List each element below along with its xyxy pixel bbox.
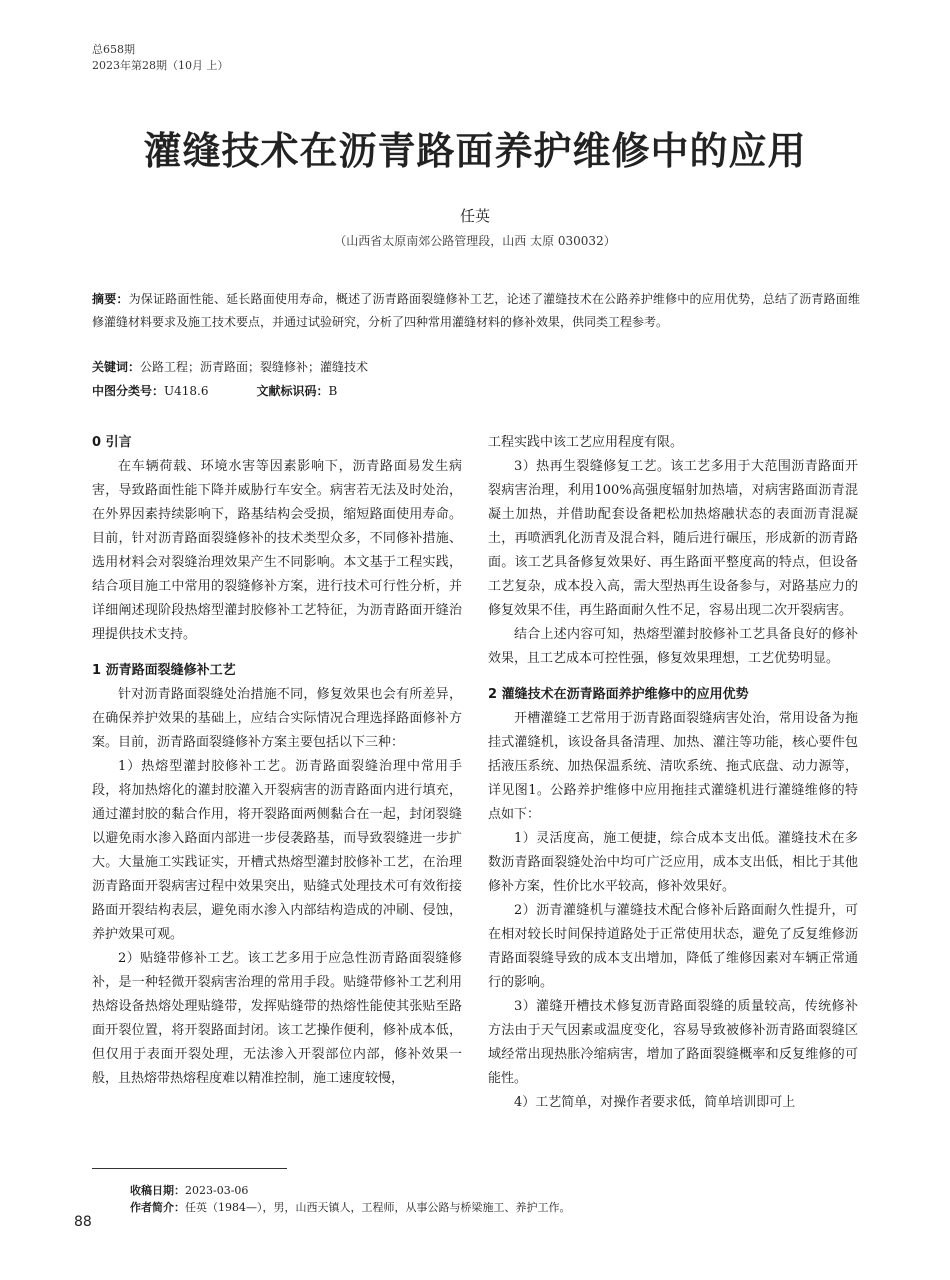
paragraph: 在车辆荷载、环境水害等因素影响下，沥青路面易发生病害，导致路面性能下降并威胁行车安全。病害若无法及时处治，在外界因素持续影响下，路基结构会受损，缩短路面使用寿命。目前，针对沥青路面裂缝修补的技术类型众多，不同修补措施、选用材料会对裂缝治理效果产生不同影响。本文基于工程实践，结合项目施工中常用的裂缝修补方案，进行技术可行性分析，并详细阐述现阶段热熔型灌封胶修补工艺特征，为沥青路面开缝治理提供技术支持。 [92, 459, 462, 642]
paragraph: 3）热再生裂缝修复工艺。该工艺多用于大范围沥青路面开裂病害治理，利用100%高强度辐射加热墙，对病害路面沥青混凝土加热，并借助配套设备耙松加热熔融状态的表面沥青混凝土，再喷洒乳化沥青及混合料，随后进行碾压，形成新的沥青路面。该工艺具备修复效果好、再生路面平整度高的特点，但设备工艺复杂，成本投入高，需大型热再生设备参与，对路基应力的修复效果不佳，再生路面耐久性不足，容易出现二次开裂病害。 [488, 459, 858, 618]
keywords [92, 356, 860, 378]
author-affiliation: （山西省太原南郊公路管理段，山西 太原 030032） [334, 234, 616, 248]
paragraph: 1）灵活度高，施工便捷，综合成本支出低。灌缝技术在多数沥青路面裂缝处治中均可广泛应用，成本支出低，相比于其他修补方案，性价比水平较高，修补效果好。 [488, 831, 858, 894]
issue-total: 总658期 [92, 43, 135, 56]
clc-value: U418.6 [164, 384, 209, 398]
article-title: 灌缝技术在沥青路面养护维修中的应用 [143, 129, 807, 173]
received-date [130, 1182, 571, 1199]
paragraph: 开槽灌缝工艺常用于沥青路面裂缝病害处治，常用设备为拖挂式灌缝机，该设备具备清理、加热、灌注等功能，核心要件包括液压系统、加热保温系统、清吹系统、拖式底盘、动力源等，详见图1。公路养护维修中应用拖挂式灌缝机进行灌缝维修的特点如下： [488, 711, 858, 822]
abstract [92, 288, 860, 334]
section-heading: 2 灌缝技术在沥青路面养护维修中的应用优势 [488, 687, 749, 702]
footnote [130, 1182, 571, 1216]
received-value: 2023-03-06 [185, 1184, 249, 1197]
doc-code-value: B [328, 384, 338, 398]
clc-label: 中图分类号： [92, 384, 165, 398]
paragraph: 1）热熔型灌封胶修补工艺。沥青路面裂缝治理中常用手段，将加热熔化的灌封胶灌入开裂病害的沥青路面内进行填充，通过灌封胶的黏合作用，将开裂路面两侧黏合在一起，封闭裂缝以避免雨水渗入路面内部进一步侵袭路基，而导致裂缝进一步扩大。大量施工实践证实，开槽式热熔型灌封胶修补工艺，在治理沥青路面开裂病害过程中效果突出，贴缝式处理技术可有效衔接路面开裂结构表层，避免雨水渗入内部结构造成的冲刷、侵蚀，养护效果可观。 [92, 759, 462, 942]
paragraph: 针对沥青路面裂缝处治措施不同，修复效果也会有所差异，在确保养护效果的基础上，应结合实际情况合理选择路面修补方案。目前，沥青路面裂缝修补方案主要包括以下三种： [92, 687, 462, 750]
abstract-label: 摘要： [92, 292, 129, 306]
abstract-text: 为保证路面性能、延长路面使用寿命，概述了沥青路面裂缝修补工艺，论述了灌缝技术在公路养护维修中的应用优势，总结了沥青路面维修灌缝材料要求及施工技术要点，并通过试验研究，分析了四种常用灌缝材料的修补效果，供同类工程参考。 [92, 292, 860, 329]
page-number: 88 [74, 1214, 92, 1230]
author-name: 任英 [459, 207, 490, 225]
section-heading: 0 引言 [92, 435, 132, 450]
author-bio [130, 1199, 571, 1216]
journal-header [92, 42, 228, 74]
left-column [92, 431, 462, 1091]
paragraph: 3）灌缝开槽技术修复沥青路面裂缝的质量较高，传统修补方法由于天气因素或温度变化，容易导致被修补沥青路面裂缝区域经常出现热胀冷缩病害，增加了路面裂缝概率和反复维修的可能性。 [488, 999, 858, 1086]
section-heading: 1 沥青路面裂缝修补工艺 [92, 663, 236, 678]
paragraph: 2）贴缝带修补工艺。该工艺多用于应急性沥青路面裂缝修补，是一种轻微开裂病害治理的常用手段。贴缝带修补工艺利用热熔设备热熔处理贴缝带，发挥贴缝带的热熔性能使其张贴至路面开裂位置，将开裂路面封闭。该工艺操作便利，修补成本低，但仅用于表面开裂处理，无法渗入开裂部位内部，修补效果一般，且热熔带热熔程度难以精准控制，施工速度较慢， [92, 951, 462, 1086]
keywords-label: 关键词： [92, 360, 141, 374]
footnote-divider [92, 1168, 287, 1169]
received-label: 收稿日期： [130, 1184, 185, 1197]
paragraph: 结合上述内容可知，热熔型灌封胶修补工艺具备良好的修补效果，且工艺成本可控性强，修复效果理想，工艺优势明显。 [488, 627, 858, 666]
paragraph: 2）沥青灌缝机与灌缝技术配合修补后路面耐久性提升，可在相对较长时间保持道路处于正常使用状态，避免了反复维修沥青路面裂缝导致的成本支出增加，降低了维修因素对车辆正常通行的影响。 [488, 903, 858, 990]
classification-line [92, 380, 337, 402]
bio-label: 作者简介： [130, 1201, 185, 1214]
bio-text: 任英（1984—），男，山西天镇人，工程师，从事公路与桥梁施工、养护工作。 [185, 1201, 571, 1214]
issue-number: 2023年第28期（10月 上） [92, 59, 229, 72]
paragraph: 工程实践中该工艺应用程度有限。 [488, 435, 684, 450]
paragraph: 4）工艺简单，对操作者要求低，简单培训即可上 [514, 1095, 796, 1110]
keywords-text: 公路工程；沥青路面；裂缝修补；灌缝技术 [140, 360, 369, 374]
right-column [488, 431, 858, 1115]
doc-code-label: 文献标识码： [256, 384, 329, 398]
